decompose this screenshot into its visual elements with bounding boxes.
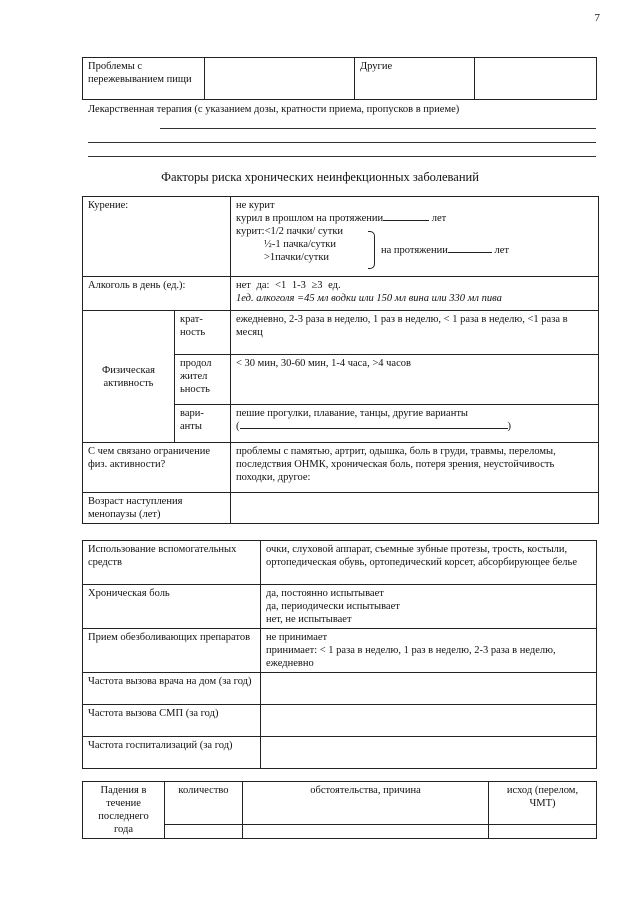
home-visits-field[interactable] bbox=[261, 673, 597, 705]
activity-limitation-label: С чем связано ограничение физ. активности? bbox=[83, 443, 231, 493]
hospitalizations-label: Частота госпитализаций (за год) bbox=[83, 737, 261, 769]
smoking-past-years-blank[interactable] bbox=[383, 220, 429, 221]
risk-factors-title: Факторы риска хронических неинфекционных заболеваний bbox=[161, 170, 479, 184]
falls-count-field[interactable] bbox=[165, 824, 243, 838]
analgesics-opt-none[interactable]: не принимает bbox=[266, 632, 328, 643]
activity-variants-label: вари-анты bbox=[175, 405, 231, 443]
falls-outcome-field[interactable] bbox=[489, 824, 597, 838]
smoking-label: Курение: bbox=[83, 197, 231, 277]
falls-circumstances-field[interactable] bbox=[243, 824, 489, 838]
menopause-age-label: Возраст наступления менопаузы (лет) bbox=[83, 493, 231, 524]
activity-variants-text[interactable]: пешие прогулки, плавание, танцы, другие варианты bbox=[236, 408, 468, 419]
analgesics-label: Прием обезболивающих препаратов bbox=[83, 629, 261, 673]
chronic-pain-opt-constant[interactable]: да, постоянно испытывает bbox=[266, 588, 384, 599]
falls-count-header: количество bbox=[165, 782, 243, 825]
drug-therapy-line-1[interactable] bbox=[160, 128, 596, 129]
smoking-opt-no[interactable]: не курит bbox=[236, 200, 275, 211]
alcohol-options bbox=[231, 277, 599, 311]
activity-limitation-options[interactable]: проблемы с памятью, артрит, одышка, боль в груди, травмы, переломы, последствия ОНМК, хроническая боль, потеря зрения, неустойчивость походки, другое: bbox=[231, 443, 599, 493]
aids-and-pain-table bbox=[82, 540, 597, 769]
chronic-pain-opt-periodic[interactable]: да, периодически испытывает bbox=[266, 601, 400, 612]
drug-therapy-line-3[interactable] bbox=[88, 156, 596, 157]
chronic-pain-label: Хроническая боль bbox=[83, 585, 261, 629]
alcohol-line-1[interactable]: нет да: <1 1-3 ≥3 ед. bbox=[236, 280, 341, 291]
ambulance-calls-label: Частота вызова СМП (за год) bbox=[83, 705, 261, 737]
smoking-options bbox=[231, 197, 599, 277]
chronic-pain-options bbox=[261, 585, 597, 629]
activity-frequency-label: крат-ность bbox=[175, 311, 231, 355]
page-number: 7 bbox=[594, 12, 600, 24]
alcohol-unit-note: 1ед. алкоголя =45 мл водки или 150 мл вина или 330 мл пива bbox=[236, 293, 502, 304]
smoking-opt-now[interactable]: курит:<1/2 пачки/ сутки bbox=[236, 226, 344, 237]
falls-table bbox=[82, 781, 597, 839]
analgesics-opt-takes[interactable]: принимает: < 1 раза в неделю, 1 раз в неделю, 2-3 раза в неделю, ежедневно bbox=[266, 645, 556, 669]
drug-therapy-label: Лекарственная терапия (с указанием дозы, кратности приема, пропусков в приеме) bbox=[88, 104, 460, 115]
ambulance-calls-field[interactable] bbox=[261, 705, 597, 737]
activity-frequency-options[interactable]: ежедневно, 2-3 раза в неделю, 1 раз в неделю, < 1 раза в неделю, <1 раза в месяц bbox=[231, 311, 599, 355]
smoking-opt-more-pack[interactable]: >1пачки/сутки bbox=[264, 252, 330, 263]
smoking-brace bbox=[368, 231, 375, 269]
smoking-opt-half-pack[interactable]: ½-1 пачка/сутки bbox=[264, 239, 337, 250]
hospitalizations-field[interactable] bbox=[261, 737, 597, 769]
drug-therapy-line-2[interactable] bbox=[88, 142, 596, 143]
activity-duration-label: продол жител ьность bbox=[175, 355, 231, 405]
smoking-opt-past[interactable]: курил в прошлом на протяжении лет bbox=[236, 213, 447, 224]
chewing-problems-table bbox=[82, 57, 597, 100]
menopause-age-field[interactable] bbox=[231, 493, 599, 524]
activity-duration-options[interactable]: < 30 мин, 30-60 мин, 1-4 часа, >4 часов bbox=[231, 355, 599, 405]
chronic-pain-opt-none[interactable]: нет, не испытывает bbox=[266, 614, 352, 625]
smoking-duration-blank[interactable] bbox=[448, 252, 492, 253]
falls-label: Падения в течение последнего года bbox=[83, 782, 165, 839]
risk-factors-table bbox=[82, 196, 599, 524]
smoking-duration: на протяжении лет bbox=[381, 245, 509, 256]
chewing-problems-field[interactable] bbox=[205, 58, 355, 100]
falls-circumstances-header: обстоятельства, причина bbox=[243, 782, 489, 825]
falls-outcome-header: исход (перелом, ЧМТ) bbox=[489, 782, 597, 825]
assistive-aids-options[interactable]: очки, слуховой аппарат, съемные зубные протезы, трость, костыли, ортопедическая обувь, ортопедический корсет, абсорбирующее белье bbox=[261, 541, 597, 585]
assistive-aids-label: Использование вспомогательных средств bbox=[83, 541, 261, 585]
home-visits-label: Частота вызова врача на дом (за год) bbox=[83, 673, 261, 705]
alcohol-label: Алкоголь в день (ед.): bbox=[83, 277, 231, 311]
physical-activity-label: Физическая активность bbox=[83, 311, 175, 443]
chewing-problems-label: Проблемы с пережевыванием пищи bbox=[83, 58, 205, 100]
activity-variants-options bbox=[231, 405, 599, 443]
other-problems-field[interactable] bbox=[475, 58, 597, 100]
analgesics-options bbox=[261, 629, 597, 673]
activity-variants-blank[interactable] bbox=[240, 428, 508, 429]
other-problems-label: Другие bbox=[355, 58, 475, 100]
activity-variants-other: ( ) bbox=[236, 421, 512, 432]
